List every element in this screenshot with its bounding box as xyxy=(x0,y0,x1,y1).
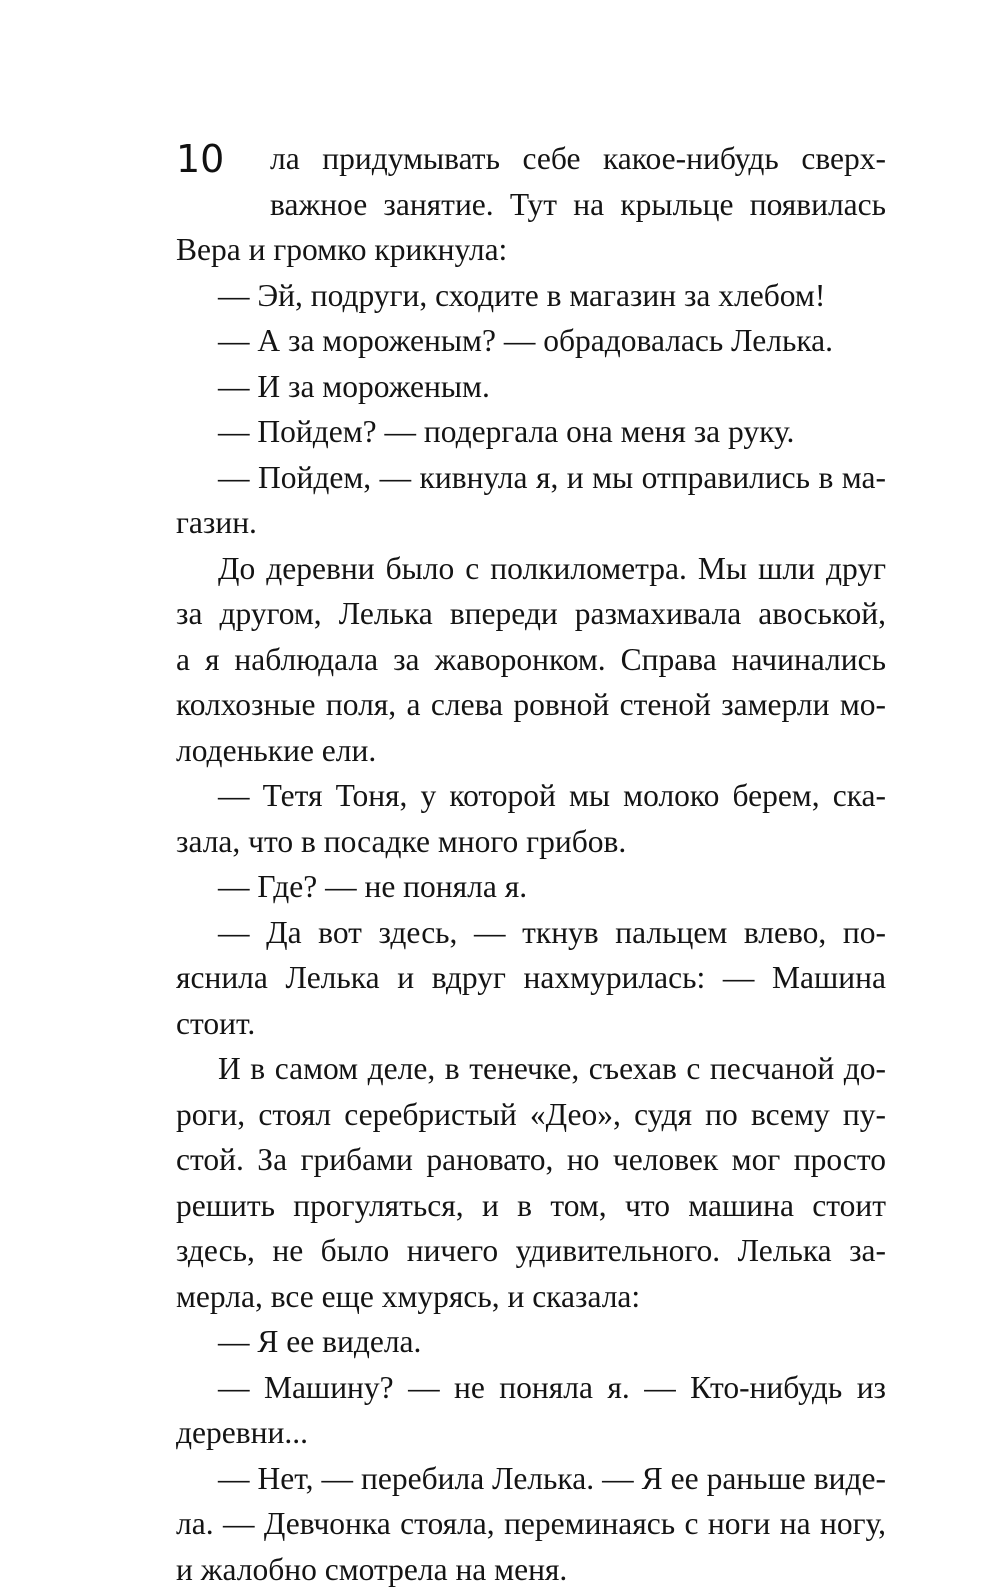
text-line: а я наблюдала за жаворонком. Справа начинались xyxy=(176,637,886,683)
text-line: — Нет, — перебила Лелька. — Я ее раньше виде- xyxy=(176,1456,886,1502)
text-line: — Я ее видела. xyxy=(176,1319,886,1365)
text-line: — Эй, подруги, сходите в магазин за хлебом! xyxy=(176,273,886,319)
text-line: ла придумывать себе какое-нибудь сверх- xyxy=(176,136,886,182)
text-line: деревни... xyxy=(176,1410,886,1456)
page-number: 10 xyxy=(176,134,224,184)
text-line: здесь, не было ничего удивительного. Лелька за- xyxy=(176,1228,886,1274)
text-line: — Пойдем, — кивнула я, и мы отправились в ма- xyxy=(176,455,886,501)
text-line: решить прогуляться, и в том, что машина стоит xyxy=(176,1183,886,1229)
text-line: И в самом деле, в тенечке, съехав с песчаной до- xyxy=(176,1046,886,1092)
text-line: — Машину? — не поняла я. — Кто-нибудь из xyxy=(176,1365,886,1411)
body-text xyxy=(176,136,886,1592)
text-line: — Где? — не поняла я. xyxy=(176,864,886,910)
text-line: лоденькие ели. xyxy=(176,728,886,774)
text-line: До деревни было с полкилометра. Мы шли друг xyxy=(176,546,886,592)
text-line: стоит. xyxy=(176,1001,886,1047)
text-line: роги, стоял серебристый «Део», судя по всему пу- xyxy=(176,1092,886,1138)
text-line: важное занятие. Тут на крыльце появилась xyxy=(176,182,886,228)
text-line: яснила Лелька и вдруг нахмурилась: — Машина xyxy=(176,955,886,1001)
text-line: — Да вот здесь, — ткнув пальцем влево, по- xyxy=(176,910,886,956)
text-line: за другом, Лелька впереди размахивала авоськой, xyxy=(176,591,886,637)
text-line: — И за мороженым. xyxy=(176,364,886,410)
text-line: газин. xyxy=(176,500,886,546)
text-line: Вера и громко крикнула: xyxy=(176,227,886,273)
text-line: зала, что в посадке много грибов. xyxy=(176,819,886,865)
text-line: стой. За грибами рановато, но человек мог просто xyxy=(176,1137,886,1183)
text-line: — Пойдем? — подергала она меня за руку. xyxy=(176,409,886,455)
text-line: ла. — Девчонка стояла, переминаясь с ноги на ногу, xyxy=(176,1501,886,1547)
text-line: и жалобно смотрела на меня. xyxy=(176,1547,886,1592)
text-line: мерла, все еще хмурясь, и сказала: xyxy=(176,1274,886,1320)
text-line: — Тетя Тоня, у которой мы молоко берем, ска- xyxy=(176,773,886,819)
text-line: колхозные поля, а слева ровной стеной замерли мо- xyxy=(176,682,886,728)
text-line: — А за мороженым? — обрадовалась Лелька. xyxy=(176,318,886,364)
